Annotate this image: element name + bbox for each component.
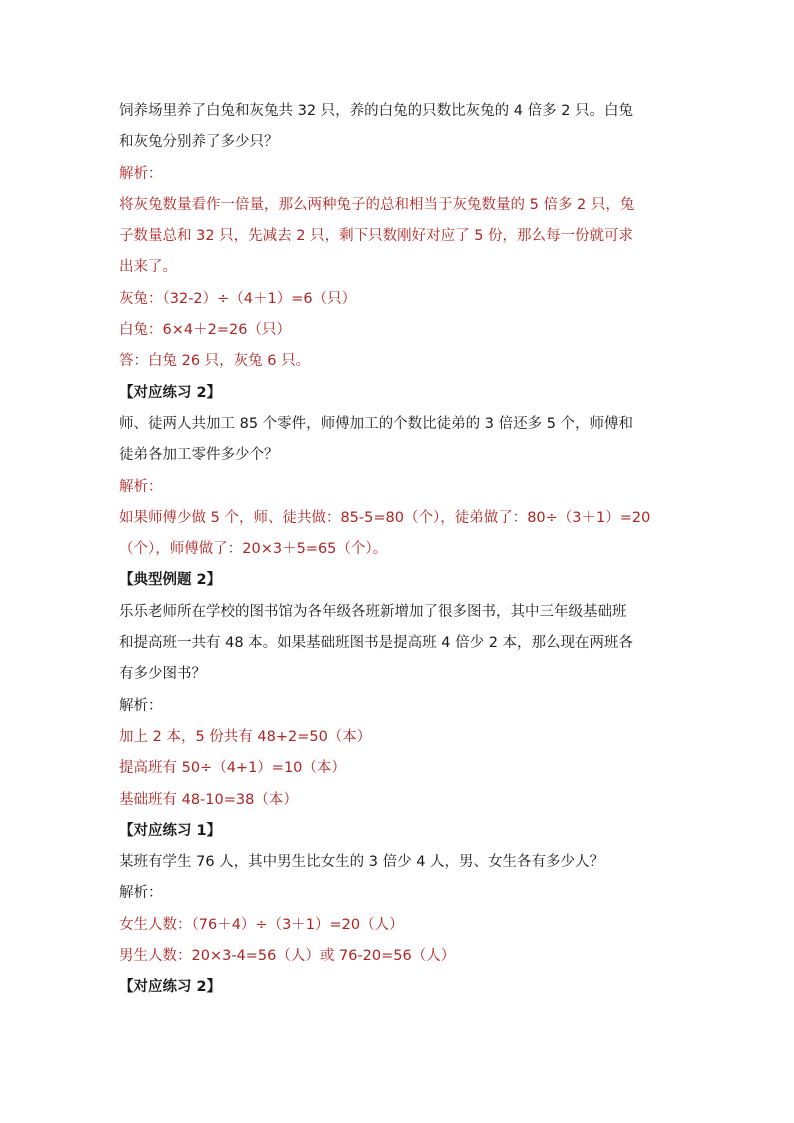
problem-block-example-2: [119, 565, 679, 815]
answer-line: 如果师傅少做 5 个，师、徒共做：85-5=80（个），徒弟做了：80÷（3＋1）=20: [119, 509, 651, 526]
section-heading: 【对应练习 1】: [119, 822, 222, 839]
answer-line: 基础班有 48-10=38（本）: [119, 791, 298, 808]
problem-block-rabbits: [119, 96, 679, 378]
section-heading: 【典型例题 2】: [119, 572, 222, 589]
question-line: 某班有学生 76 人，其中男生比女生的 3 倍少 4 人，男、女生各有多少人？: [119, 854, 605, 871]
answer-line: 出来了。: [119, 259, 177, 276]
document-page: [119, 96, 679, 1004]
question-line: 和提高班一共有 48 本。如果基础班图书是提高班 4 倍少 2 本，那么现在两班各: [119, 635, 634, 652]
problem-block-practice-1: [119, 816, 679, 972]
answer-line: 答：白兔 26 只，灰兔 6 只。: [119, 353, 311, 370]
analysis-label: 解析：: [119, 478, 163, 495]
problem-block-practice-2: [119, 378, 679, 566]
answer-line: 女生人数：（76＋4）÷（3＋1）=20（人）: [119, 916, 404, 933]
answer-line: 灰兔：（32-2）÷（4＋1）=6（只）: [119, 290, 357, 307]
section-heading: 【对应练习 2】: [119, 384, 222, 401]
question-line: 乐乐老师所在学校的图书馆为各年级各班新增加了很多图书，其中三年级基础班: [119, 603, 627, 620]
answer-line: 将灰兔数量看作一倍量，那么两种兔子的总和相当于灰兔数量的 5 倍多 2 只，兔: [119, 196, 635, 213]
question-line: 师、徒两人共加工 85 个零件，师傅加工的个数比徒弟的 3 倍还多 5 个，师傅和: [119, 415, 634, 432]
section-heading: 【对应练习 2】: [119, 979, 222, 996]
analysis-label: 解析：: [119, 697, 163, 714]
problem-block-practice-2-next: [119, 972, 679, 1003]
answer-line: （个），师傅做了：20×3＋5=65（个）。: [119, 541, 388, 558]
question-line: 徒弟各加工零件多少个？: [119, 447, 279, 464]
analysis-label: 解析：: [119, 885, 163, 902]
question-line: 饲养场里养了白兔和灰兔共 32 只，养的白兔的只数比灰兔的 4 倍多 2 只。白兔: [119, 103, 634, 119]
answer-line: 白兔：6×4＋2=26（只）: [119, 322, 291, 339]
answer-line: 提高班有 50÷（4+1）=10（本）: [119, 760, 346, 777]
analysis-label: 解析：: [119, 165, 163, 182]
question-line: 和灰兔分别养了多少只？: [119, 134, 279, 151]
answer-line: 加上 2 本，5 份共有 48+2=50（本）: [119, 728, 372, 745]
answer-line: 子数量总和 32 只，先减去 2 只，剩下只数刚好对应了 5 份，那么每一份就可求: [119, 228, 634, 245]
question-line: 有多少图书？: [119, 666, 206, 683]
answer-line: 男生人数：20×3-4=56（人）或 76-20=56（人）: [119, 948, 456, 965]
